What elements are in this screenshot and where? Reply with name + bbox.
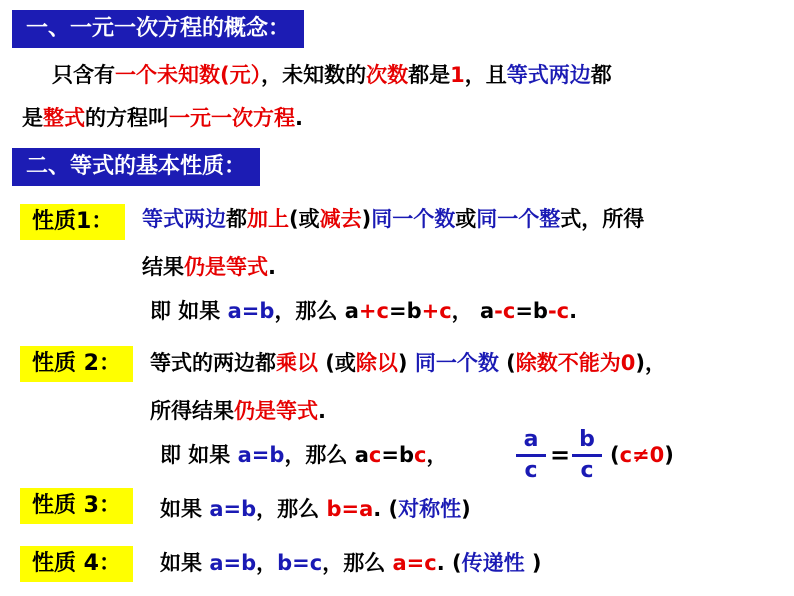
- text-run: 加上: [247, 207, 289, 231]
- property-2-formula: [160, 440, 447, 470]
- text-run: .: [268, 255, 276, 279]
- text-run: a=b: [237, 443, 285, 467]
- text-run: (或: [289, 207, 320, 231]
- text-run: ，那么 a: [284, 443, 369, 467]
- text-run: (: [498, 351, 516, 375]
- text-run: =b: [381, 443, 415, 467]
- text-run: 式，所得: [560, 207, 645, 231]
- text-run: ，那么: [274, 299, 345, 323]
- text-run: 所得结果: [150, 399, 234, 423]
- fraction-b-denominator: c: [580, 458, 594, 483]
- text-run: 如果: [160, 497, 210, 521]
- text-run: 对称性: [398, 497, 462, 521]
- text-run: 都: [226, 207, 247, 231]
- text-run: (: [610, 443, 620, 467]
- text-run: 结果: [142, 255, 184, 279]
- text-run: ): [461, 497, 471, 521]
- fraction-equals: =: [550, 441, 571, 469]
- section-header-concept: 一、一元一次方程的概念：: [12, 10, 304, 48]
- text-run: 即 如果: [150, 299, 228, 323]
- text-run: 同一个整: [476, 207, 561, 231]
- text-run: )，: [635, 351, 666, 375]
- text-run: . (: [436, 551, 462, 575]
- text-run: a=b: [227, 299, 275, 323]
- property-1-line-1: [142, 204, 644, 234]
- text-run: ): [664, 443, 674, 467]
- text-run: 等式两边: [506, 63, 591, 87]
- fraction-a-over-c: [516, 428, 546, 483]
- text-run: 传递性: [461, 551, 525, 575]
- concept-line-2: [22, 103, 303, 133]
- text-run: -c: [494, 299, 516, 323]
- text-run: 一个未知数: [115, 63, 220, 87]
- text-run: ，: [256, 551, 278, 575]
- text-run: 仍是等式: [234, 399, 318, 423]
- text-run: +c: [358, 299, 389, 323]
- text-run: .: [318, 399, 326, 423]
- text-run: ，且: [464, 63, 507, 87]
- text-run: 除以: [355, 351, 398, 375]
- property-1-formula: [150, 296, 577, 326]
- text-run: c: [368, 443, 382, 467]
- text-run: 是: [22, 106, 43, 130]
- fraction-bar: [572, 454, 602, 457]
- text-run: 一元一次方程: [169, 106, 295, 130]
- concept-line-1: [52, 60, 612, 90]
- text-run: ，那么: [322, 551, 393, 575]
- text-run: 或: [455, 207, 477, 231]
- section-header-properties: 二、等式的基本性质：: [12, 148, 260, 186]
- text-run: 都: [590, 63, 612, 87]
- text-run: 同一个数: [371, 207, 456, 231]
- text-run: .: [373, 497, 389, 521]
- text-run: a=b: [209, 551, 257, 575]
- text-run: 乘以: [276, 351, 318, 375]
- text-run: 即 如果: [160, 443, 238, 467]
- text-run: .: [569, 299, 578, 323]
- text-run: =b: [515, 299, 548, 323]
- text-run: ，: [426, 443, 448, 467]
- text-run: =b: [388, 299, 422, 323]
- text-run: +c: [421, 299, 452, 323]
- property-4-label: 性质 4：: [20, 546, 133, 582]
- property-3-label: 性质 3：: [20, 488, 133, 524]
- text-run: ): [524, 551, 542, 575]
- property-2-condition: [610, 440, 674, 470]
- text-run: 都是: [408, 63, 451, 87]
- text-run: 只含有: [52, 63, 115, 87]
- text-run: 等式两边: [142, 207, 226, 231]
- fraction-a-denominator: c: [524, 458, 538, 483]
- fraction-b-numerator: b: [579, 427, 595, 452]
- text-run: a: [344, 299, 359, 323]
- text-run: ): [361, 207, 372, 231]
- text-run: b=c: [277, 551, 323, 575]
- text-run: -c: [547, 299, 570, 323]
- property-4-statement: [160, 548, 542, 578]
- fraction-b-over-c: [572, 428, 602, 483]
- text-run: a=c: [392, 551, 437, 575]
- text-run: ，那么: [256, 497, 327, 521]
- fraction-bar: [516, 454, 546, 457]
- property-2-label: 性质 2：: [20, 346, 133, 382]
- text-run: c≠0: [619, 443, 665, 467]
- property-2-line-2: [150, 396, 326, 426]
- text-run: b=a: [326, 497, 374, 521]
- text-run: 除数不能为0: [515, 351, 636, 375]
- text-run: (元）: [220, 63, 262, 87]
- text-run: 等式的两边都: [150, 351, 276, 375]
- text-run: 的方程叫: [85, 106, 169, 130]
- text-run: .: [295, 106, 303, 130]
- text-run: (: [388, 497, 399, 521]
- text-run: 1: [450, 63, 465, 87]
- text-run: ): [397, 351, 415, 375]
- property-1-line-2: [142, 252, 276, 282]
- property-3-statement: [160, 494, 471, 524]
- text-run: (或: [318, 351, 356, 375]
- text-run: 减去: [319, 207, 362, 231]
- text-run: 次数: [366, 63, 409, 87]
- text-run: 仍是等式: [184, 255, 268, 279]
- text-run: 整式: [43, 106, 85, 130]
- fraction-a-numerator: a: [523, 427, 539, 452]
- text-run: c: [414, 443, 427, 467]
- property-1-label: 性质1：: [20, 204, 125, 240]
- text-run: 同一个数: [414, 351, 499, 375]
- text-run: a=b: [209, 497, 257, 521]
- property-2-line-1: [150, 348, 666, 378]
- text-run: ，未知数的: [261, 63, 367, 87]
- text-run: 如果: [160, 551, 210, 575]
- text-run: ， a: [451, 299, 495, 323]
